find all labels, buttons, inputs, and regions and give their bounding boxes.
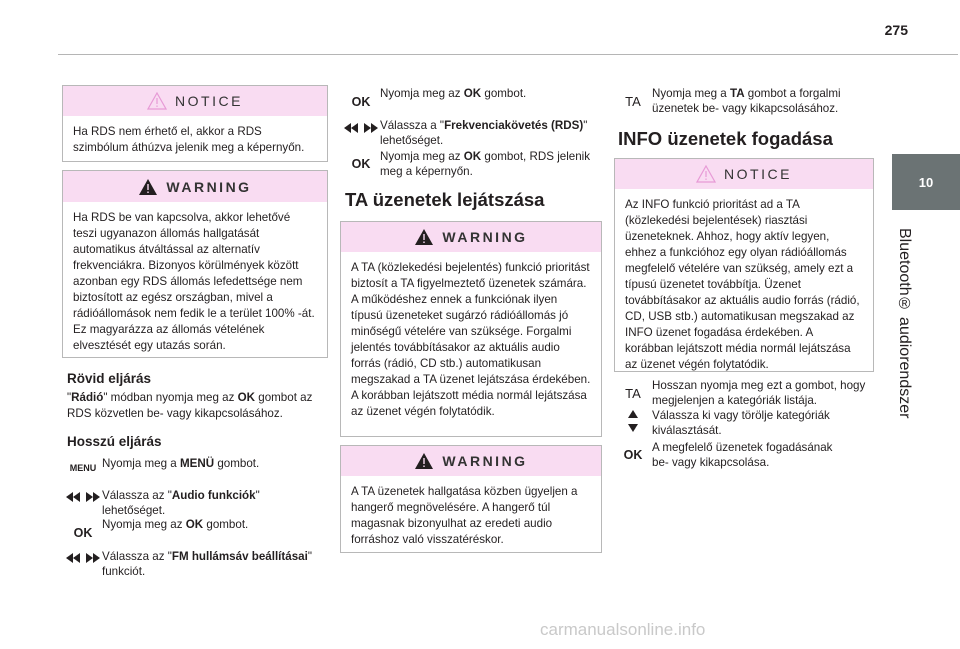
- text-fragment: Nyomja meg a: [652, 87, 730, 100]
- text-fragment: Nyomja meg az: [380, 87, 464, 100]
- watermark: carmanualsonline.info: [540, 620, 706, 639]
- step-text: [380, 86, 526, 101]
- ok-button-icon: OK: [623, 448, 643, 462]
- arrows-left-right-icon: [342, 118, 380, 133]
- warning-title: WARNING: [166, 178, 252, 195]
- text-fragment: ": [67, 391, 72, 404]
- short-procedure-text: [67, 390, 329, 422]
- step-text: [102, 549, 324, 579]
- warning-box-ta: [340, 221, 602, 437]
- chapter-number: 10: [918, 174, 934, 190]
- text-bold: Frekvenciakövetés (RDS): [444, 119, 584, 132]
- text-bold: FM hullámsáv beállításai: [171, 550, 308, 563]
- text-fragment: Nyomja meg a: [102, 457, 180, 470]
- ta-button-icon: TA: [625, 386, 641, 401]
- ok-button-icon: OK: [73, 526, 93, 540]
- text-fragment: gombot, RDS jelenik meg a képernyőn.: [380, 150, 591, 178]
- rds-step-2: [342, 118, 602, 148]
- text-bold: MENÜ: [179, 457, 215, 470]
- top-rule: [58, 54, 958, 55]
- step-text: [380, 149, 598, 179]
- text-fragment: Válassza a ": [380, 119, 445, 132]
- notice-title: NOTICE: [175, 93, 243, 109]
- step-text: [102, 517, 248, 532]
- long-step-2: [64, 488, 326, 518]
- warning-title: WARNING: [442, 453, 528, 469]
- step-text: [652, 86, 866, 116]
- step-text: [102, 488, 272, 518]
- long-procedure-heading: Hosszú eljárás: [67, 434, 162, 449]
- notice-text: Az INFO funkció prioritást ad a TA (közlekedési bejelentések) riasztási üzeneteknek. Ahhoz, hogy aktív legyen, ehhez a funkcióhoz egy olyan rádióállomás megfelelő vételére van szükség, amely ezt a típusú üzenetet továbbítja. Üzenet továbbításakor az aktuális audio forrás (rádió, CD, USB stb.) automatikusan megszakad az INFO üzenet fogadása érdekében. A korábban lejátszott média normál lejátszása az üzenet végén folytatódik.: [625, 198, 860, 371]
- rds-step-3: [342, 149, 602, 179]
- arrows-left-right-icon: [64, 549, 102, 563]
- ta-step: [614, 86, 876, 116]
- text-bold: OK: [463, 87, 482, 100]
- ok-button-icon: OK: [351, 95, 371, 109]
- warning-triangle-icon: [138, 178, 158, 196]
- text-fragment: gombot.: [203, 518, 249, 531]
- info-section-heading: INFO üzenetek fogadása: [618, 128, 833, 149]
- notice-box-info: [614, 158, 874, 372]
- long-step-4: [64, 549, 326, 579]
- warning-header: [341, 446, 601, 476]
- short-procedure-heading: Rövid eljárás: [67, 371, 152, 386]
- warning-triangle-icon: [414, 452, 434, 470]
- warning-box-volume: [340, 445, 602, 553]
- text-bold: OK: [237, 391, 256, 404]
- info-step-3: [614, 440, 876, 470]
- warning-text: Ha RDS be van kapcsolva, akkor lehetővé teszi ugyanazon állomás hallgatását automatikus átváltással az alternatív frekvenciákra. Bizonyos körülmények között azonban egy RDS állomás lefedettsége nem biztosított az egész országban, mivel a rádióállomások nem fedik le a terület 100% -át. Ez magyarázza az állomás vételének elvesztését egy utazás során.: [73, 211, 315, 352]
- chapter-tab[interactable]: [892, 154, 960, 210]
- step-text: [380, 118, 596, 148]
- notice-header: [63, 86, 327, 116]
- info-step-1: [614, 378, 876, 408]
- long-step-3: [64, 517, 326, 540]
- text-fragment: gombot az RDS közvetlen be- vagy kikapcsolásához.: [67, 391, 313, 420]
- notice-box-rds: [62, 85, 328, 162]
- warning-header: [341, 222, 601, 252]
- warning-triangle-outline-icon: [147, 92, 167, 110]
- chapter-title: Bluetooth® audiorendszer: [896, 228, 913, 419]
- text-bold: OK: [185, 518, 204, 531]
- chapter-title-vertical: [870, 228, 938, 419]
- ta-section-heading: TA üzenetek lejátszása: [345, 189, 545, 210]
- warning-triangle-icon: [414, 228, 434, 246]
- text-bold: OK: [463, 150, 482, 163]
- arrows-up-down-icon: [614, 408, 652, 432]
- text-fragment: " módban nyomja meg az: [103, 391, 238, 404]
- warning-box-rds: [62, 170, 328, 358]
- page-number: 275: [884, 22, 908, 38]
- text-fragment: gombot.: [214, 457, 260, 470]
- notice-text: Ha RDS nem érhető el, akkor a RDS szimbólum áthúzva jelenik meg a képernyőn.: [73, 125, 305, 154]
- warning-title: WARNING: [442, 229, 528, 245]
- text-fragment: Nyomja meg az: [102, 518, 186, 531]
- text-bold: TA: [729, 87, 745, 100]
- long-step-1: [64, 456, 326, 473]
- step-text: A megfelelő üzenetek fogadásának be- vagy kikapcsolása.: [652, 441, 833, 469]
- step-text: Hosszan nyomja meg ezt a gombot, hogy megjelenjen a kategóriák listája.: [652, 379, 866, 407]
- text-fragment: gombot a forgalmi üzenetek be- vagy kikapcsolásához.: [652, 87, 841, 115]
- text-fragment: Válassza az ": [102, 550, 172, 563]
- notice-title: NOTICE: [724, 166, 792, 182]
- text-fragment: " funkciót.: [102, 550, 312, 578]
- text-fragment: " lehetőséget.: [102, 489, 260, 517]
- ok-button-icon: OK: [351, 157, 371, 171]
- warning-triangle-outline-icon: [696, 165, 716, 183]
- text-fragment: gombot.: [481, 87, 527, 100]
- warning-text: A TA üzenetek hallgatása közben ügyeljen a hangerő megnövelésére. A hangerő túl magasnak bizonyulhat az eredeti audio forráshoz való visszatéréskor.: [351, 485, 578, 546]
- rds-step-1: [342, 86, 602, 109]
- ta-button-icon: TA: [625, 94, 641, 109]
- arrows-left-right-icon: [64, 488, 102, 502]
- menu-button-icon: MENU: [69, 463, 97, 473]
- text-fragment: " lehetőséget.: [380, 119, 588, 147]
- warning-text: A TA (közlekedési bejelentés) funkció prioritást biztosít a TA figyelmeztető üzenetek számára. A működéshez ennek a funkciónak ilyen típusú üzeneteket sugárzó rádióállomás jó minőségű vételére van szüksége. Forgalmi jelentés továbbításakor az aktuális audio forrás (rádió, CD stb.) automatikusan megszakad a TA üzenet lejátszása érdekében. A korábban lejátszott média normál lejátszása az üzenet végén folytatódik.: [351, 261, 591, 418]
- notice-header: [615, 159, 873, 189]
- warning-header: [63, 171, 327, 202]
- text-fragment: Nyomja meg az: [380, 150, 464, 163]
- step-text: [102, 456, 259, 471]
- text-bold: Rádió: [71, 391, 104, 404]
- text-bold: Audio funkciók: [171, 489, 256, 502]
- text-fragment: Válassza az ": [102, 489, 172, 502]
- info-step-2: [614, 408, 876, 438]
- step-text: Válassza ki vagy törölje kategóriák kiválasztását.: [652, 409, 830, 437]
